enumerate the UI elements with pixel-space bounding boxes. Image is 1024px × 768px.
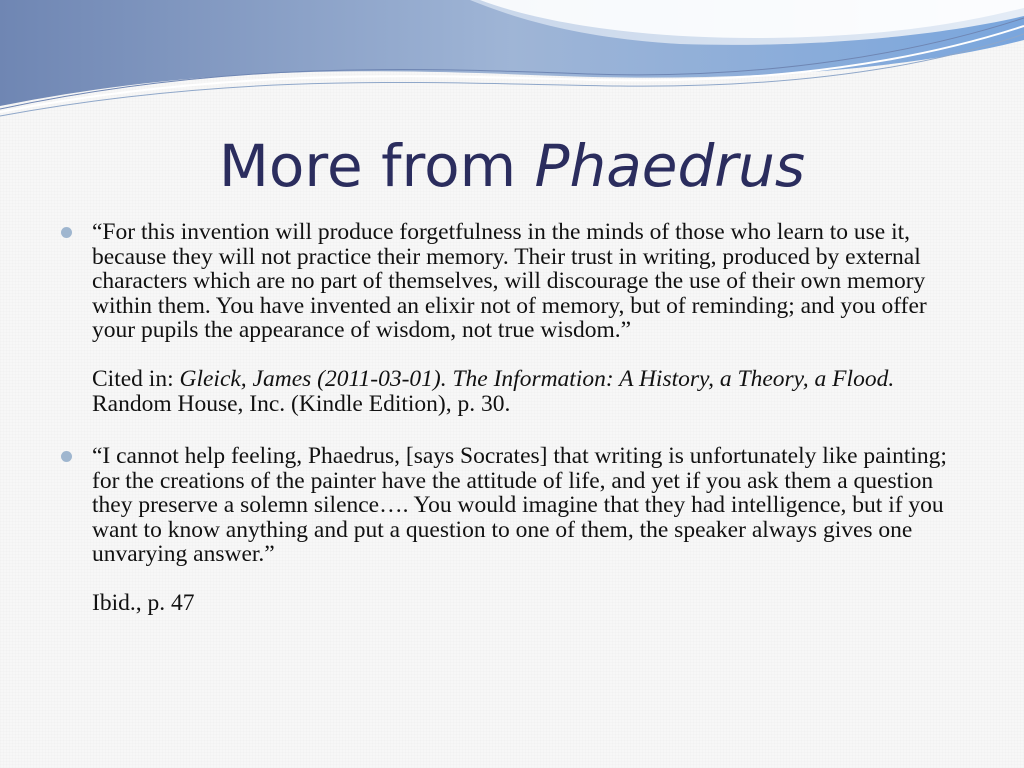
quote-1: “For this invention will produce forgetfulness in the minds of those who learn to use it, because they will not practice their memory. Their trust in writing, produced by external characters which are no part of themselves, will discourage the use of their own memory within them. You have invented an elixir not of memory, but of reminding; and you offer your pupils the appearance of wisdom, not true wisdom.” — [92, 219, 927, 343]
citation-1-publisher: Random House, Inc. (Kindle Edition), p. 30. — [92, 390, 511, 417]
bullet-item-1 — [92, 220, 972, 416]
citation-1 — [92, 367, 972, 416]
slide-title — [0, 128, 1024, 204]
citation-1-label: Cited in: — [92, 366, 174, 392]
citation-2: Ibid., p. 47 — [92, 590, 195, 616]
bullet-dot-icon — [61, 451, 72, 462]
bullet-list — [92, 220, 972, 616]
quote-2: “I cannot help feeling, Phaedrus, [says Socrates] that writing is unfortunately like painting; for the creations of the painter have the attitude of life, and yet if you ask them a question they preserve a solemn silence…. You would imagine that they had intelligence, but if you want to know anything and put a question to one of them, the speaker always gives one unvarying answer.” — [92, 443, 947, 567]
slide-title-emphasis: Phaedrus — [534, 132, 806, 200]
bullet-item-2 — [92, 444, 972, 616]
bullet-dot-icon — [61, 227, 72, 238]
citation-1-source: Gleick, James (2011-03-01). The Information: A History, a Theory, a Flood. — [179, 366, 895, 392]
slide-title-prefix: More from — [218, 132, 517, 200]
header-wave-decoration — [0, 0, 1024, 120]
